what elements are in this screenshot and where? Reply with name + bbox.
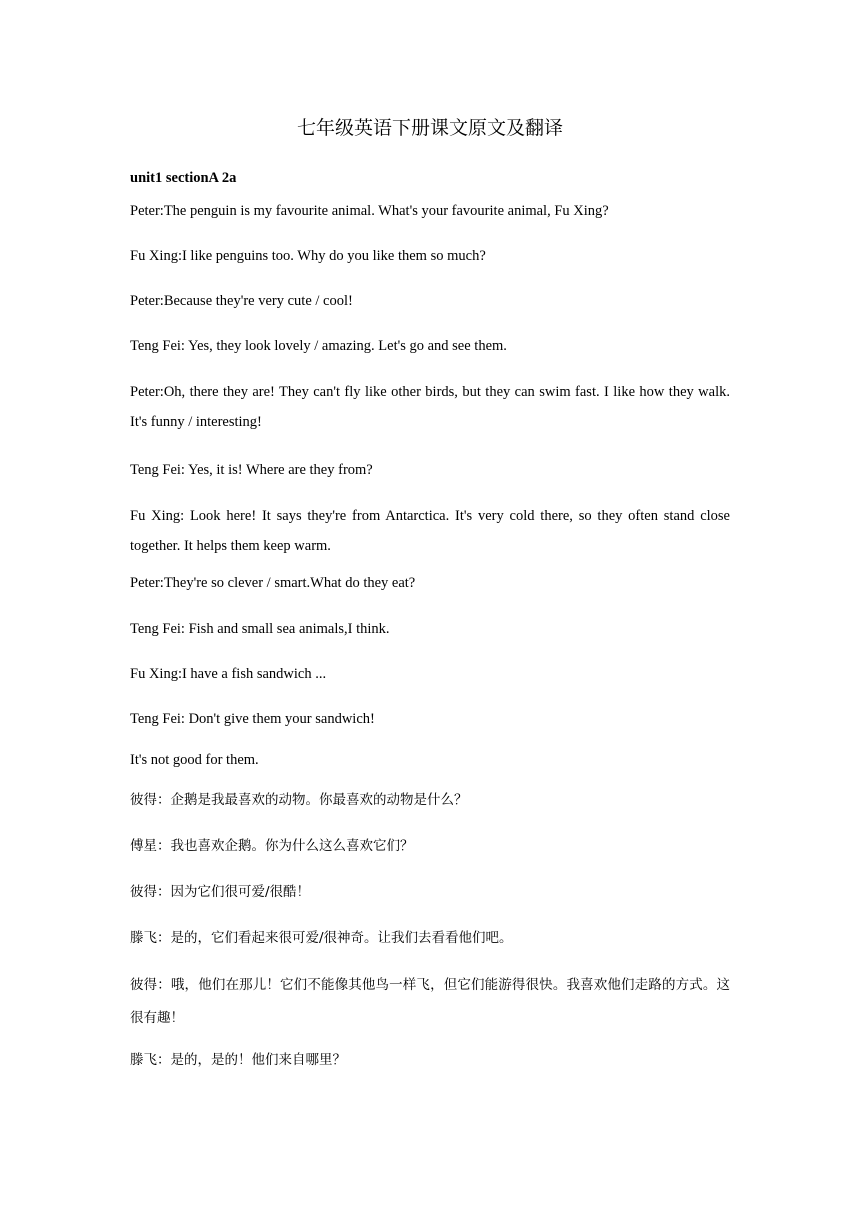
section-heading: unit1 sectionA 2a	[130, 170, 237, 186]
english-line-3: Peter:Because they're very cute / cool!	[130, 293, 353, 309]
chinese-line-3: 彼得：因为它们很可爱/很酷！	[130, 884, 311, 900]
english-line-6: Teng Fei: Yes, it is! Where are they from?	[130, 462, 373, 478]
document-title: 七年级英语下册课文原文及翻译	[296, 117, 563, 139]
english-line-5: Peter:Oh, there they are! They can't fly like other birds, but they can swim fast. I like how they walk. It's funny / interesting!	[130, 384, 730, 430]
chinese-line-4: 滕飞：是的，它们看起来很可爱/很神奇。让我们去看看他们吧。	[130, 930, 513, 946]
chinese-line-1: 彼得：企鹅是我最喜欢的动物。你最喜欢的动物是什么？	[130, 792, 468, 808]
chinese-line-2: 傅星：我也喜欢企鹅。你为什么这么喜欢它们？	[130, 838, 414, 854]
english-line-11: Teng Fei: Don't give them your sandwich!	[130, 711, 375, 727]
english-line-8: Peter:They're so clever / smart.What do they eat?	[130, 575, 416, 591]
english-line-1: Peter:The penguin is my favourite animal. What's your favourite animal, Fu Xing?	[130, 203, 609, 219]
english-line-10: Fu Xing:I have a fish sandwich ...	[130, 666, 327, 682]
english-line-7: Fu Xing: Look here! It says they're from Antarctica. It's very cold there, so they often stand close together. It helps them keep warm.	[130, 508, 730, 554]
english-line-4: Teng Fei: Yes, they look lovely / amazing. Let's go and see them.	[130, 338, 507, 354]
english-line-9: Teng Fei: Fish and small sea animals,I think.	[130, 621, 390, 637]
chinese-line-6: 滕飞：是的，是的！他们来自哪里？	[130, 1052, 346, 1068]
chinese-line-5: 彼得：哦，他们在那儿！它们不能像其他鸟一样飞，但它们能游得很快。我喜欢他们走路的方式。这很有趣！	[130, 977, 730, 1026]
english-line-12: It's not good for them.	[130, 752, 259, 768]
english-line-2: Fu Xing:I like penguins too. Why do you like them so much?	[130, 248, 486, 264]
